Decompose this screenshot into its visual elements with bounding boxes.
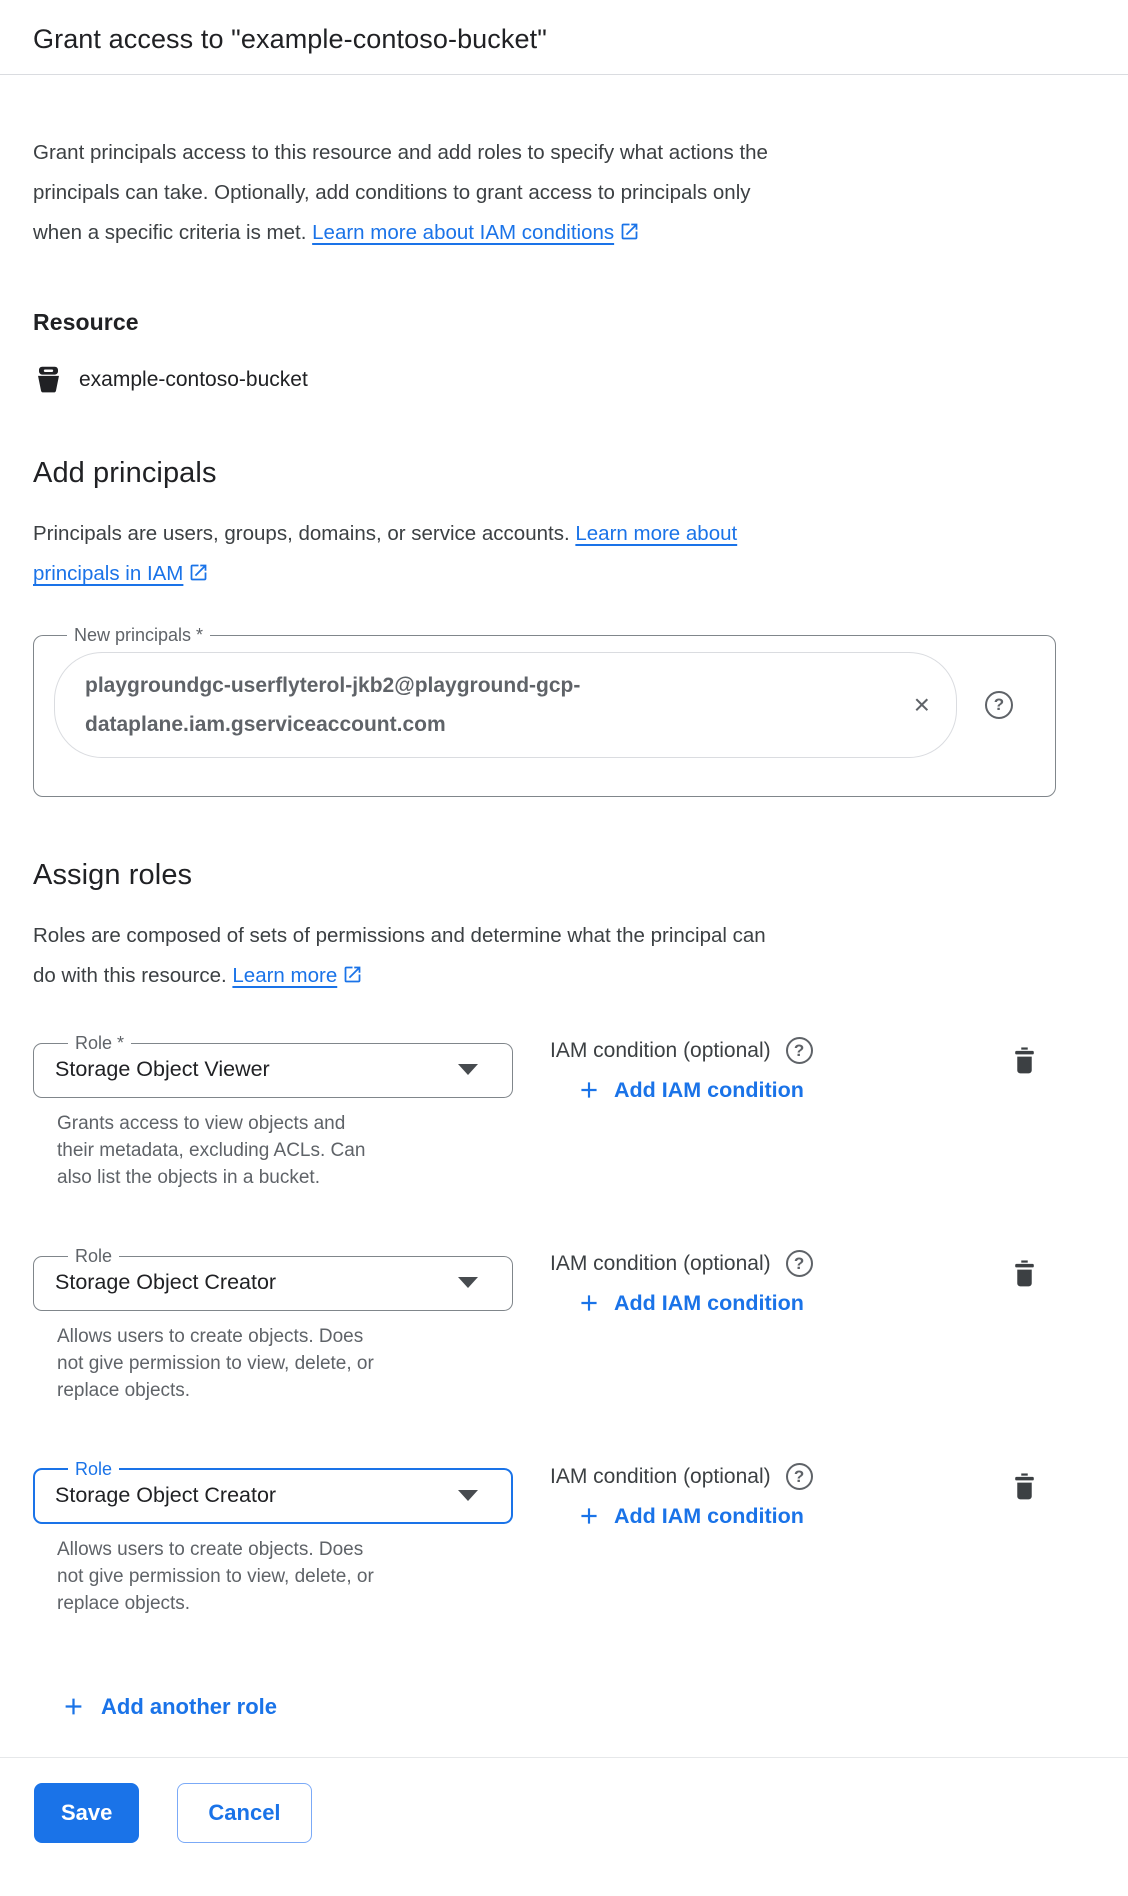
iam-condition-label: IAM condition (optional): [550, 1464, 771, 1488]
open-in-new-icon: [188, 562, 209, 583]
resource-heading: Resource: [33, 309, 139, 335]
dialog-body: [0, 133, 1128, 1757]
plus-icon: [576, 1503, 602, 1529]
dialog-header: [0, 0, 1128, 75]
remove-principal-button[interactable]: [914, 691, 930, 719]
role-description: Grants access to view objects and their metadata, excluding ACLs. Can also list the objects in a bucket.: [57, 1113, 366, 1188]
role-select-label: Role: [75, 1246, 113, 1266]
iam-condition-help-icon[interactable]: ?: [786, 1037, 813, 1064]
principal-email: playgroundgc-userflyterol-jkb2@playground-gcp-dataplane.iam.gserviceaccount.com: [85, 674, 581, 736]
role-row-3: [33, 1458, 1056, 1617]
assign-roles-heading: Assign roles: [33, 859, 193, 891]
iam-condition-label: IAM condition (optional): [550, 1038, 771, 1062]
role-row-2: [33, 1245, 1056, 1404]
plus-icon: [60, 1693, 87, 1720]
dropdown-arrow-icon: [458, 1490, 478, 1501]
intro-paragraph: [33, 133, 1056, 253]
iam-condition-help-icon[interactable]: ?: [786, 1250, 813, 1277]
open-in-new-icon: [342, 964, 363, 985]
intro-line: principals can take. Optionally, add conditions to grant access to principals only: [33, 181, 751, 204]
resource-row: [33, 364, 1056, 395]
role-row-1: [33, 1032, 1056, 1191]
learn-more-roles-link[interactable]: Learn more: [232, 964, 363, 987]
roles-list: [33, 1032, 1056, 1617]
principals-help-icon[interactable]: ?: [985, 691, 1013, 719]
open-in-new-icon: [619, 221, 640, 242]
role-select-1[interactable]: [33, 1032, 513, 1098]
role-select-value: Storage Object Creator: [55, 1483, 277, 1507]
add-iam-condition-button[interactable]: Add IAM condition: [576, 1503, 804, 1529]
delete-role-button[interactable]: [1009, 1471, 1040, 1505]
new-principals-field[interactable]: [33, 624, 1056, 797]
dropdown-arrow-icon: [458, 1277, 478, 1288]
close-icon: ×: [913, 689, 930, 720]
role-description: Allows users to create objects. Does not give permission to view, delete, or replace objects.: [57, 1539, 374, 1614]
role-select-3[interactable]: [33, 1458, 513, 1524]
add-principals-description: Principals are users, groups, domains, or service accounts. Learn more about principals in IAM: [33, 522, 738, 585]
dialog-footer: [0, 1757, 1128, 1861]
save-button[interactable]: Save: [34, 1783, 139, 1843]
dropdown-arrow-icon: [458, 1064, 478, 1075]
trash-icon: [1009, 1258, 1040, 1289]
role-select-value: Storage Object Creator: [55, 1270, 277, 1294]
plus-icon: [576, 1077, 602, 1103]
principal-chip: [54, 652, 957, 758]
add-principals-heading: Add principals: [33, 457, 217, 489]
role-select-value: Storage Object Viewer: [55, 1057, 270, 1081]
intro-line: Grant principals access to this resource and add roles to specify what actions the: [33, 141, 768, 164]
role-select-label: Role *: [75, 1033, 125, 1053]
iam-condition-label: IAM condition (optional): [550, 1251, 771, 1275]
learn-more-principals-link[interactable]: Learn more about principals in IAM: [33, 522, 738, 585]
resource-name: example-contoso-bucket: [79, 367, 308, 391]
new-principals-label: New principals *: [74, 625, 204, 645]
page-title: Grant access to "example-contoso-bucket": [33, 24, 547, 54]
plus-icon: [576, 1290, 602, 1316]
trash-icon: [1009, 1045, 1040, 1076]
delete-role-button[interactable]: [1009, 1258, 1040, 1292]
add-another-role-button[interactable]: Add another role: [60, 1693, 277, 1720]
learn-more-iam-conditions-link[interactable]: Learn more about IAM conditions: [312, 221, 640, 244]
assign-roles-description: Roles are composed of sets of permissions and determine what the principal can do with this resource. Learn more: [33, 924, 766, 987]
cancel-button[interactable]: Cancel: [177, 1783, 311, 1843]
role-select-label: Role: [75, 1459, 113, 1479]
role-description: Allows users to create objects. Does not give permission to view, delete, or replace objects.: [57, 1326, 374, 1401]
add-iam-condition-button[interactable]: Add IAM condition: [576, 1077, 804, 1103]
role-select-2[interactable]: [33, 1245, 513, 1311]
intro-line: when a specific criteria is met.: [33, 221, 307, 244]
trash-icon: [1009, 1471, 1040, 1502]
delete-role-button[interactable]: [1009, 1045, 1040, 1079]
iam-condition-help-icon[interactable]: ?: [786, 1463, 813, 1490]
bucket-icon: [33, 364, 64, 395]
add-iam-condition-button[interactable]: Add IAM condition: [576, 1290, 804, 1316]
